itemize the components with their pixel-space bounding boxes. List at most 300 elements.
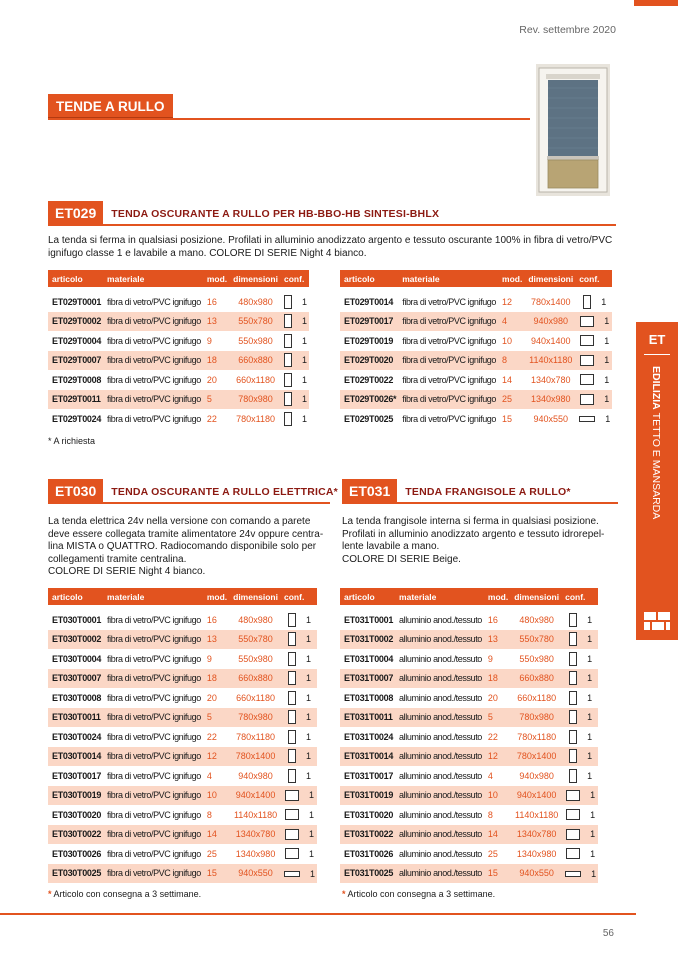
packaging-qty: 1 [306,712,312,723]
packaging-cell [280,409,309,429]
packaging-cell [561,610,598,630]
table-row [48,805,317,825]
article-code: ET031T0019 [340,786,395,806]
packaging-cell [561,688,598,708]
packaging-cell [280,688,317,708]
dimensions: 780x980 [229,708,280,728]
dimensions: 660x880 [229,351,280,371]
model-number: 8 [203,805,229,825]
article-code: ET030T0002 [48,630,103,650]
dimensions: 480x980 [229,610,280,630]
bricks-icon [644,612,670,630]
box-outline-icon [569,671,577,685]
packaging-qty: 1 [604,355,610,366]
article-code: ET031T0022 [340,825,395,845]
material: fibra di vetro/PVC ignifugo [398,331,498,351]
table-row [48,649,317,669]
model-number: 13 [484,630,510,650]
packaging-qty: 1 [309,790,315,801]
col-dimensions: dimensioni [229,588,280,605]
dimensions: 780x1180 [229,409,280,429]
table-row [48,688,317,708]
model-number: 22 [484,727,510,747]
dimensions: 940x550 [510,864,561,884]
dimensions: 940x1400 [510,786,561,806]
packaging-cell [561,747,598,767]
packaging-cell [280,390,309,410]
dimensions: 550x780 [229,312,280,332]
box-outline-icon [580,316,594,327]
dimensions: 940x1400 [524,331,575,351]
box-outline-icon [580,394,594,405]
packaging-qty: 1 [309,809,315,820]
packaging-cell [280,708,317,728]
material: fibra di vetro/PVC ignifugo [103,390,203,410]
box-outline-icon [288,769,296,783]
packaging-cell [575,331,612,351]
dimensions: 1340x980 [510,844,561,864]
category-code: ET [648,332,666,347]
packaging-qty: 1 [302,296,308,307]
col-packaging: conf. [575,270,612,287]
table-row [340,610,598,630]
box-outline-icon [284,373,292,387]
et030-note-text: Articolo con consegna a 3 settimane. [53,889,202,899]
packaging-cell [561,864,598,884]
et030-header [48,479,338,504]
page-number: 56 [602,928,614,939]
table-row [340,292,612,312]
dimensions: 660x880 [510,669,561,689]
packaging-qty: 1 [306,673,312,684]
col-model: mod. [484,588,510,605]
box-outline-icon [566,848,580,859]
model-number: 20 [203,688,229,708]
packaging-qty: 1 [302,374,308,385]
et029-code: ET029 [48,201,103,226]
box-outline-icon [565,871,581,877]
article-code: ET029T0019 [340,331,398,351]
article-code: ET030T0008 [48,688,103,708]
dimensions: 660x880 [229,669,280,689]
material: fibra di vetro/PVC ignifugo [103,727,203,747]
box-outline-icon [569,769,577,783]
packaging-qty: 1 [306,653,312,664]
article-code: ET029T0001 [48,292,103,312]
box-outline-icon [569,632,577,646]
model-number: 22 [203,727,229,747]
box-outline-icon [284,871,300,877]
material: alluminio anod./tessuto [395,766,484,786]
packaging-qty: 1 [604,394,610,405]
table-row [48,292,309,312]
packaging-cell [561,766,598,786]
dimensions: 550x780 [229,630,280,650]
box-outline-icon [580,374,594,385]
model-number: 22 [203,409,229,429]
material: alluminio anod./tessuto [395,805,484,825]
model-number: 9 [484,649,510,669]
dimensions: 940x550 [229,864,280,884]
section-rule [48,118,530,120]
packaging-cell [280,786,317,806]
model-number: 5 [203,708,229,728]
dimensions: 1340x780 [524,370,575,390]
table-row [48,844,317,864]
model-number: 9 [203,649,229,669]
model-number: 12 [203,747,229,767]
packaging-cell [280,669,317,689]
model-number: 14 [203,825,229,845]
article-code: ET031T0024 [340,727,395,747]
box-outline-icon [284,392,292,406]
packaging-qty: 1 [590,829,596,840]
model-number: 10 [498,331,524,351]
article-code: ET029T0007 [48,351,103,371]
packaging-qty: 1 [587,731,593,742]
dimensions: 780x1400 [524,292,575,312]
et029-title: TENDA OSCURANTE A RULLO PER HB-BBO-HB SINTESI-BHLX [111,207,440,220]
col-article: articolo [48,270,103,287]
packaging-qty: 1 [587,712,593,723]
model-number: 10 [203,786,229,806]
top-accent-bar [634,0,678,6]
material: alluminio anod./tessuto [395,708,484,728]
packaging-qty: 1 [591,868,597,879]
table-row [48,630,317,650]
material: fibra di vetro/PVC ignifugo [398,370,498,390]
box-outline-icon [583,295,591,309]
col-packaging: conf. [280,270,309,287]
packaging-qty: 1 [587,614,593,625]
table-row [48,825,317,845]
packaging-qty: 1 [587,653,593,664]
table-row [340,351,612,371]
material: fibra di vetro/PVC ignifugo [103,630,203,650]
packaging-qty: 1 [587,692,593,703]
et030-description-line: collegamenti tramite centralina. [48,553,187,565]
table-row [340,331,612,351]
packaging-cell [280,610,317,630]
table-row [48,610,317,630]
packaging-cell [575,390,612,410]
table-row [48,312,309,332]
material: fibra di vetro/PVC ignifugo [103,610,203,630]
model-number: 4 [484,766,510,786]
article-code: ET031T0007 [340,669,395,689]
et031-code: ET031 [342,479,397,504]
packaging-qty: 1 [306,692,312,703]
article-code: ET029T0011 [48,390,103,410]
packaging-cell [280,864,317,884]
material: fibra di vetro/PVC ignifugo [103,708,203,728]
et029-table-right [340,270,612,429]
model-number: 15 [484,864,510,884]
dimensions: 550x780 [510,630,561,650]
model-number: 14 [498,370,524,390]
box-outline-icon [285,848,299,859]
model-number: 25 [484,844,510,864]
box-outline-icon [569,652,577,666]
packaging-qty: 1 [302,413,308,424]
packaging-qty: 1 [590,790,596,801]
material: fibra di vetro/PVC ignifugo [103,292,203,312]
table-row [48,370,309,390]
dimensions: 1340x980 [524,390,575,410]
et029-note: * A richiesta [48,436,96,446]
model-number: 16 [203,292,229,312]
category-divider [644,354,670,355]
et031-description-line: Profilati in alluminio anodizzato argento e tessuto idrorepel- [342,528,605,540]
article-code: ET029T0026* [340,390,398,410]
et031-note: * Articolo con consegna a 3 settimane. [342,889,496,899]
dimensions: 780x980 [510,708,561,728]
box-outline-icon [284,334,292,348]
material: fibra di vetro/PVC ignifugo [103,331,203,351]
box-outline-icon [569,730,577,744]
article-code: ET031T0014 [340,747,395,767]
model-number: 18 [203,351,229,371]
packaging-qty: 1 [587,770,593,781]
box-outline-icon [569,691,577,705]
box-outline-icon [288,613,296,627]
model-number: 13 [203,630,229,650]
packaging-cell [575,370,612,390]
et031-description [342,516,628,566]
et030-description-line: La tenda elettrica 24v nella versione con comando a parete [48,516,311,527]
article-code: ET031T0017 [340,766,395,786]
article-code: ET030T0024 [48,727,103,747]
dimensions: 1340x780 [510,825,561,845]
dimensions: 780x1400 [229,747,280,767]
packaging-cell [280,805,317,825]
dimensions: 480x980 [229,292,280,312]
box-outline-icon [284,412,292,426]
model-number: 16 [484,610,510,630]
dimensions: 780x980 [229,390,280,410]
material: alluminio anod./tessuto [395,688,484,708]
table-row [340,864,598,884]
article-code: ET029T0022 [340,370,398,390]
material: fibra di vetro/PVC ignifugo [103,864,203,884]
dimensions: 940x550 [524,409,575,429]
article-code: ET030T0020 [48,805,103,825]
packaging-qty: 1 [309,829,315,840]
table-row [340,727,598,747]
packaging-qty: 1 [587,751,593,762]
bottom-rule [0,913,636,915]
article-code: ET029T0008 [48,370,103,390]
dimensions: 940x980 [510,766,561,786]
box-outline-icon [288,749,296,763]
model-number: 20 [484,688,510,708]
packaging-cell [561,825,598,845]
table-row [48,727,317,747]
material: alluminio anod./tessuto [395,786,484,806]
article-code: ET031T0026 [340,844,395,864]
model-number: 12 [484,747,510,767]
article-code: ET030T0026 [48,844,103,864]
material: fibra di vetro/PVC ignifugo [103,786,203,806]
et031-note-text: Articolo con consegna a 3 settimane. [347,889,496,899]
packaging-cell [280,312,309,332]
material: fibra di vetro/PVC ignifugo [103,766,203,786]
article-code: ET029T0020 [340,351,398,371]
model-number: 4 [498,312,524,332]
et030-description [48,516,338,579]
material: fibra di vetro/PVC ignifugo [103,649,203,669]
col-article: articolo [340,270,398,287]
table-row [48,351,309,371]
table-row [340,747,598,767]
table-row [48,669,317,689]
et029-rule [48,224,616,226]
et030-title: TENDA OSCURANTE A RULLO ELETTRICA* [111,485,338,498]
packaging-qty: 1 [604,335,610,346]
article-code: ET030T0014 [48,747,103,767]
dimensions: 1340x980 [229,844,280,864]
et030-table [48,588,317,884]
packaging-cell [575,312,612,332]
packaging-cell [280,766,317,786]
col-material: materiale [398,270,498,287]
col-material: materiale [103,270,203,287]
article-code: ET029T0014 [340,292,398,312]
table-row [48,390,309,410]
col-article: articolo [48,588,103,605]
dimensions: 780x1400 [510,747,561,767]
packaging-cell [280,630,317,650]
et029-description: La tenda si ferma in qualsiasi posizione. Profilati in alluminio anodizzato argento e tessuto oscurante 100% in fibra di vetro/PVC ignifugo classe 1 e lavabile a mano. COLORE DI SERIE Night 4 bianco. [48,235,613,259]
table-row [340,825,598,845]
category-label-bold: EDILIZIA [650,366,662,410]
et031-description-line: La tenda frangisole interna si ferma in qualsiasi posizione. [342,516,599,527]
packaging-cell [561,805,598,825]
material: alluminio anod./tessuto [395,844,484,864]
packaging-qty: 1 [604,374,610,385]
article-code: ET030T0017 [48,766,103,786]
packaging-cell [280,331,309,351]
col-model: mod. [498,270,524,287]
revision-date: Rev. settembre 2020 [519,24,616,36]
packaging-qty: 1 [604,316,610,327]
packaging-cell [561,669,598,689]
packaging-qty: 1 [590,848,596,859]
et029-header [48,201,439,226]
material: alluminio anod./tessuto [395,747,484,767]
et030-note: * Articolo con consegna a 3 settimane. [48,889,202,899]
article-code: ET030T0019 [48,786,103,806]
dimensions: 660x1180 [229,370,280,390]
col-packaging: conf. [280,588,317,605]
dimensions: 940x980 [524,312,575,332]
col-material: materiale [103,588,203,605]
box-outline-icon [288,652,296,666]
packaging-cell [561,786,598,806]
dimensions: 1140x1180 [510,805,561,825]
packaging-cell [575,409,612,429]
material: fibra di vetro/PVC ignifugo [103,825,203,845]
packaging-qty: 1 [302,335,308,346]
article-code: ET030T0011 [48,708,103,728]
model-number: 14 [484,825,510,845]
col-model: mod. [203,588,229,605]
dimensions: 550x980 [229,331,280,351]
model-number: 8 [484,805,510,825]
col-model: mod. [203,270,229,287]
model-number: 9 [203,331,229,351]
dimensions: 480x980 [510,610,561,630]
et030-description-line: COLORE DI SERIE Night 4 bianco. [48,566,206,577]
table-row [48,708,317,728]
material: fibra di vetro/PVC ignifugo [103,370,203,390]
dimensions: 940x1400 [229,786,280,806]
model-number: 15 [203,864,229,884]
material: alluminio anod./tessuto [395,649,484,669]
material: fibra di vetro/PVC ignifugo [398,351,498,371]
article-code: ET029T0025 [340,409,398,429]
article-code: ET030T0004 [48,649,103,669]
dimensions: 660x1180 [510,688,561,708]
table-row [48,786,317,806]
packaging-cell [575,351,612,371]
packaging-cell [561,649,598,669]
model-number: 5 [484,708,510,728]
dimensions: 550x980 [229,649,280,669]
material: fibra di vetro/PVC ignifugo [103,312,203,332]
material: alluminio anod./tessuto [395,610,484,630]
box-outline-icon [285,790,299,801]
material: fibra di vetro/PVC ignifugo [398,312,498,332]
col-dimensions: dimensioni [510,588,561,605]
box-outline-icon [579,416,595,422]
model-number: 8 [498,351,524,371]
article-code: ET031T0001 [340,610,395,630]
et030-description-line: deve essere collegata tramite alimentatore 24v oppure centra- [48,528,324,540]
table-row [48,409,309,429]
packaging-qty: 1 [306,634,312,645]
category-side-tab[interactable] [636,322,678,640]
article-code: ET030T0001 [48,610,103,630]
material: fibra di vetro/PVC ignifugo [103,669,203,689]
table-row [340,370,612,390]
table-row [340,409,612,429]
col-dimensions: dimensioni [229,270,280,287]
model-number: 20 [203,370,229,390]
model-number: 18 [484,669,510,689]
table-row [340,766,598,786]
box-outline-icon [284,353,292,367]
box-outline-icon [569,613,577,627]
packaging-cell [280,649,317,669]
packaging-qty: 1 [306,751,312,762]
et029-table-left [48,270,309,429]
et030-rule [48,502,330,504]
section-title: TENDE A RULLO [48,94,173,119]
model-number: 16 [203,610,229,630]
packaging-cell [561,844,598,864]
model-number: 12 [498,292,524,312]
table-row [340,805,598,825]
article-code: ET031T0002 [340,630,395,650]
et031-title: TENDA FRANGISOLE A RULLO* [405,485,571,498]
et031-table [340,588,598,884]
table-row [48,331,309,351]
material: alluminio anod./tessuto [395,727,484,747]
box-outline-icon [288,671,296,685]
packaging-qty: 1 [309,848,315,859]
dimensions: 1140x1180 [524,351,575,371]
